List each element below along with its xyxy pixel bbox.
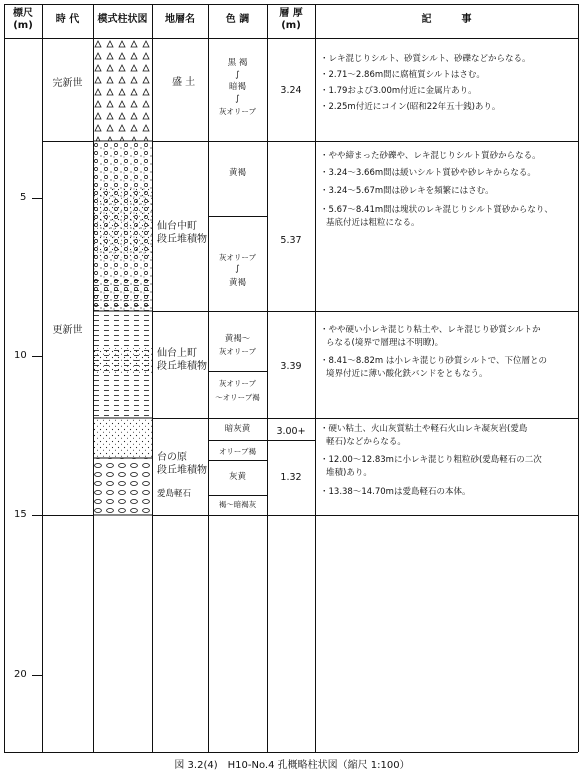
header-notes: 記 事 — [421, 14, 472, 25]
note-2-1: ・やや締まった砂礫や、レキ混じりシルト質砂からなる。 — [320, 151, 541, 161]
frame-left — [4, 4, 5, 752]
note-3-1: ・やや硬い小レキ混じり粘土や、レキ混じり砂質シルトか — [320, 325, 541, 335]
header-formation: 地層名 — [165, 14, 195, 25]
color-1-sep: ∫ — [235, 70, 240, 80]
header-scale: 標尺 (m) — [13, 8, 33, 31]
note-1-1: ・レキ混じりシルト、砂質シルト、砂礫などからなる。 — [320, 54, 531, 64]
note-2-5: 基底付近は粗粒になる。 — [326, 218, 420, 228]
formation-kamimachi: 仙台上町 — [157, 348, 197, 359]
thickness-boundary — [267, 440, 315, 441]
epoch-holocene: 完新世 — [52, 78, 83, 89]
formation-medeshima: 愛島軽石 — [157, 489, 192, 499]
col-sep — [152, 4, 153, 752]
color-2b: 灰オリーブ — [218, 253, 257, 262]
color-boundary — [208, 371, 267, 372]
note-1-3: ・1.79および3.00m付近に金属片あり。 — [320, 86, 477, 96]
formation-dainohara-2: 段丘堆積物 — [157, 465, 207, 476]
color-3c: 灰オリーブ — [218, 379, 257, 388]
color-4d: 褐～暗褐灰 — [218, 500, 257, 509]
depth-tick — [32, 356, 42, 357]
layer-boundary — [152, 418, 578, 419]
note-2-2: ・3.24～3.66m間は緩いシルト質砂や砂レキからなる。 — [320, 168, 536, 178]
header-column: 模式柱状図 — [97, 14, 148, 25]
depth-label: 5 — [20, 192, 27, 203]
color-boundary — [208, 440, 267, 441]
color-2c: 黄褐 — [228, 278, 246, 288]
color-4b: オリーブ褐 — [218, 447, 257, 456]
thickness-3: 3.39 — [280, 361, 302, 372]
col-sep — [267, 4, 268, 752]
note-3-4: 境界付近に薄い酸化鉄バンドをともなう。 — [326, 369, 488, 379]
color-3b: 灰オリーブ — [218, 347, 257, 356]
color-boundary — [208, 495, 267, 496]
thickness-4b: 1.32 — [280, 472, 302, 483]
header-epoch: 時 代 — [55, 14, 80, 25]
note-3-2: らなる(境界で層理は不明瞭)。 — [326, 338, 444, 348]
color-4: 暗灰黄 — [224, 424, 251, 434]
note-4-3: ・12.00～12.83mに小レキ混じり粗粒砂(愛島軽石の二次 — [320, 455, 542, 465]
thickness-2: 5.37 — [280, 235, 302, 246]
figure-caption: 図 3.2(4) H10-No.4 孔概略柱状図（縮尺 1:100） — [174, 760, 410, 771]
header-divider — [4, 38, 578, 39]
layer-boundary — [152, 515, 578, 516]
layer-boundary — [152, 141, 578, 142]
thickness-1: 3.24 — [280, 85, 302, 96]
epoch-boundary — [42, 141, 93, 142]
formation-nakamachi: 仙台中町 — [157, 221, 197, 232]
color-1-sep2: ∫ — [235, 94, 240, 104]
color-2-sep: ∫ — [235, 264, 240, 274]
thickness-4: 3.00+ — [276, 426, 306, 437]
header-thickness: 層 厚 (m) — [279, 8, 303, 31]
epoch-pleistocene: 更新世 — [52, 325, 83, 336]
note-1-2: ・2.71～2.86m間に腐植質シルトはさむ。 — [320, 70, 485, 80]
epoch-boundary — [42, 515, 93, 516]
color-boundary — [208, 216, 267, 217]
color-2: 黄褐 — [228, 168, 246, 178]
note-4-4: 堆積)あり。 — [326, 468, 372, 478]
depth-label: 15 — [14, 509, 27, 520]
color-3d: ～オリーブ褐 — [215, 393, 260, 402]
color-4c: 灰黄 — [228, 472, 246, 482]
header-color: 色 調 — [225, 14, 250, 25]
formation-fill: 盛 土 — [172, 77, 196, 88]
color-1: 黒 褐 — [227, 58, 248, 68]
depth-tick — [32, 198, 42, 199]
note-2-3: ・3.24～5.67m間は砂レキを頻繁にはさむ。 — [320, 186, 494, 196]
col-sep — [315, 4, 316, 752]
formation-nakamachi-2: 段丘堆積物 — [157, 234, 207, 245]
frame-top — [4, 4, 578, 5]
color-1b: 暗褐 — [228, 82, 246, 92]
frame-bottom — [4, 752, 578, 753]
layer-boundary — [152, 311, 578, 312]
depth-tick — [32, 515, 42, 516]
depth-label: 20 — [14, 669, 27, 680]
depth-tick — [32, 675, 42, 676]
note-4-2: 軽石)などからなる。 — [326, 437, 406, 447]
formation-dainohara: 台の原 — [157, 452, 187, 463]
note-2-4: ・5.67～8.41m間は塊状のレキ混じりシルト質砂からなり、 — [320, 205, 553, 215]
depth-label: 10 — [14, 350, 27, 361]
formation-kamimachi-2: 段丘堆積物 — [157, 361, 207, 372]
color-1c: 灰オリーブ — [218, 107, 257, 116]
note-4-5: ・13.38～14.70mは愛島軽石の本体。 — [320, 487, 471, 497]
frame-right — [578, 4, 579, 752]
schematic-column — [93, 38, 152, 516]
color-boundary — [208, 460, 267, 461]
note-1-4: ・2.25m付近にコイン(昭和22年五十銭)あり。 — [320, 102, 501, 112]
col-sep — [42, 4, 43, 752]
note-4-1: ・硬い粘土、火山灰質粘土や軽石火山レキ凝灰岩(愛島 — [320, 424, 528, 434]
note-3-3: ・8.41～8.82m は小レキ混じり砂質シルトで、下位層との — [320, 356, 547, 366]
color-3: 黄褐～ — [224, 334, 251, 344]
